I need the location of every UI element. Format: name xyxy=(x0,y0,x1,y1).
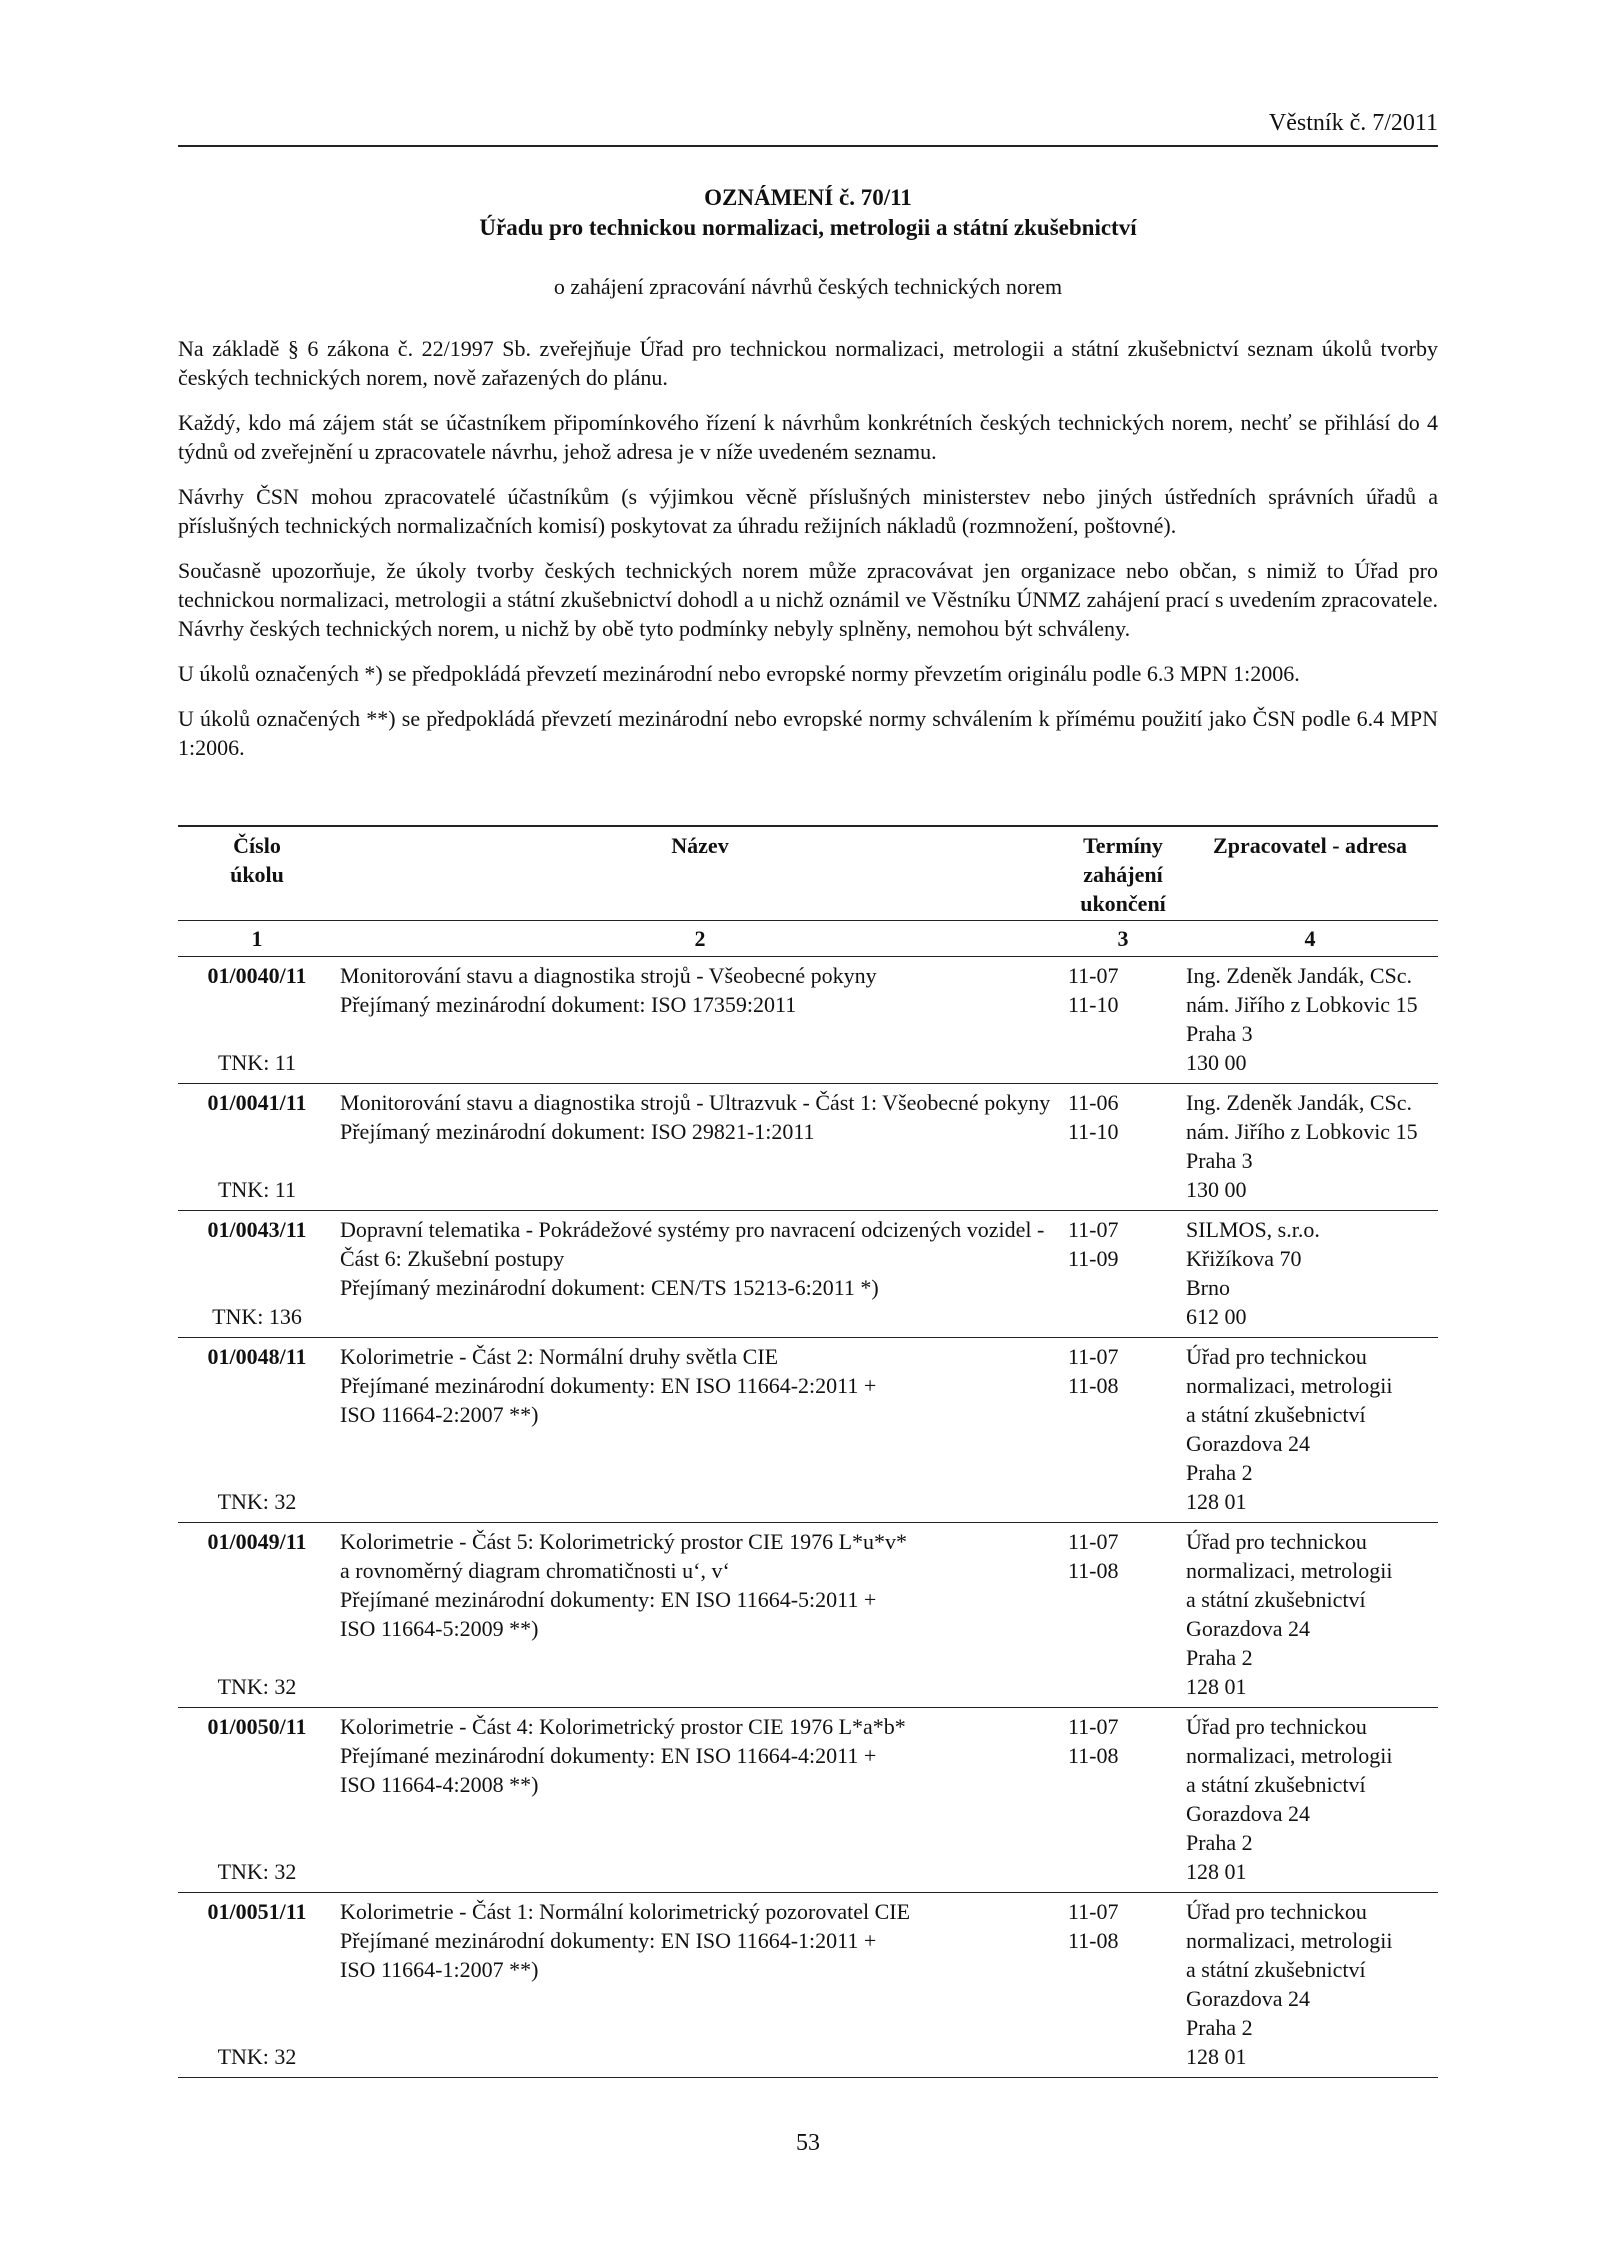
col-number: 3 xyxy=(1064,921,1182,957)
processor-address-line: Brno xyxy=(1186,1275,1230,1300)
table-row xyxy=(178,957,1438,1084)
task-name-line: ISO 11664-5:2009 **) xyxy=(340,1616,539,1641)
processor-address-line: normalizaci, metrologii xyxy=(1186,1373,1393,1398)
task-name-line: ISO 11664-4:2008 **) xyxy=(340,1772,539,1797)
task-name xyxy=(336,1084,1064,1211)
processor-address-line: a státní zkušebnictví xyxy=(1186,1957,1366,1982)
column-number-row xyxy=(178,921,1438,957)
processor-address xyxy=(1182,1893,1438,2078)
col-number: 2 xyxy=(336,921,1064,957)
tnk-label: TNK: 32 xyxy=(217,2044,297,2069)
processor-address xyxy=(1182,1211,1438,1338)
processor-address-line: normalizaci, metrologii xyxy=(1186,1743,1393,1768)
task-terms-line: 11-07 xyxy=(1068,1217,1119,1242)
processor-address-line: Praha 2 xyxy=(1186,1645,1253,1670)
paragraph: U úkolů označených **) se předpokládá převzetí mezinárodní nebo evropské normy schválením k přímému použití jako ČSN podle 6.4 MPN 1:2006. xyxy=(178,706,1438,760)
task-terms-line: 11-08 xyxy=(1068,1743,1119,1768)
task-name-line: ISO 11664-2:2007 **) xyxy=(340,1402,539,1427)
processor-address-line: Úřad pro technickou xyxy=(1186,1899,1367,1924)
announcement-authority: Úřadu pro technickou normalizaci, metrologii a státní zkušebnictví xyxy=(479,215,1137,240)
table-row xyxy=(178,1708,1438,1893)
task-name-line: Monitorování stavu a diagnostika strojů - Ultrazvuk - Část 1: Všeobecné pokyny xyxy=(340,1090,1051,1115)
task-terms-line: 11-08 xyxy=(1068,1373,1119,1398)
announcement-title xyxy=(178,183,1438,243)
processor-address-line: 128 01 xyxy=(1186,1489,1247,1514)
tnk-label: TNK: 11 xyxy=(217,1050,296,1075)
task-terms xyxy=(1064,1893,1182,2078)
table-row xyxy=(178,1084,1438,1211)
processor-address-line: Úřad pro technickou xyxy=(1186,1344,1367,1369)
task-number: 01/0051/11 xyxy=(207,1899,307,1924)
paragraph: Současně upozorňuje, že úkoly tvorby českých technických norem může zpracovávat jen organizace nebo občan, s nimiž to Úřad pro technickou normalizaci, metrologii a státní zkušebnictví dohodl a u nichž oznámil ve Věstníku ÚNMZ zahájení prací s uvedením zpracovatele. Návrhy českých technických norem, u nichž by obě tyto podmínky nebyly splněny, nemohou být schváleny. xyxy=(178,558,1438,641)
task-terms-line: 11-08 xyxy=(1068,1928,1119,1953)
task-terms-line: 11-06 xyxy=(1068,1090,1119,1115)
processor-address-line: nám. Jiřího z Lobkovic 15 xyxy=(1186,1119,1418,1144)
task-id-cell xyxy=(178,1893,336,2078)
task-terms-line: 11-08 xyxy=(1068,1558,1119,1583)
task-name-line: Přejímané mezinárodní dokumenty: EN ISO 11664-2:2011 + xyxy=(340,1373,877,1398)
processor-address-line: Praha 2 xyxy=(1186,1830,1253,1855)
processor-address-line: Gorazdova 24 xyxy=(1186,1431,1311,1456)
task-name xyxy=(336,957,1064,1084)
processor-address-line: 128 01 xyxy=(1186,1859,1247,1884)
processor-address-line: normalizaci, metrologii xyxy=(1186,1558,1393,1583)
task-name-line: Dopravní telematika - Pokrádežové systémy pro navracení odcizených vozidel - Část 6: Zkušební postupy xyxy=(340,1217,1045,1271)
table-row xyxy=(178,1211,1438,1338)
paragraph: Každý, kdo má zájem stát se účastníkem připomínkového řízení k návrhům konkrétních českých technických norem, nechť se přihlásí do 4 týdnů od zveřejnění u zpracovatele návrhu, jehož adresa je v níže uvedeném seznamu. xyxy=(178,410,1438,464)
processor-address-line: a státní zkušebnictví xyxy=(1186,1587,1366,1612)
task-terms xyxy=(1064,1708,1182,1893)
processor-address-line: Křižíkova 70 xyxy=(1186,1246,1302,1271)
paragraph: Návrhy ČSN mohou zpracovatelé účastníkům (s výjimkou věcně příslušných ministerstev nebo jiných ústředních správních úřadů a příslušných technických normalizačních komisí) poskytovat za úhradu režijních nákladů (rozmnožení, poštovné). xyxy=(178,484,1438,538)
task-terms xyxy=(1064,1211,1182,1338)
table-row xyxy=(178,1523,1438,1708)
processor-address-line: Praha 3 xyxy=(1186,1148,1253,1173)
table-header-row xyxy=(178,826,1438,921)
task-terms-line: 11-07 xyxy=(1068,1899,1119,1924)
task-name-line: Přejímaný mezinárodní dokument: ISO 29821-1:2011 xyxy=(340,1119,815,1144)
col-number: 4 xyxy=(1182,921,1438,957)
tnk-label: TNK: 136 xyxy=(212,1304,302,1329)
tnk-label: TNK: 11 xyxy=(217,1177,296,1202)
processor-address-line: Gorazdova 24 xyxy=(1186,1801,1311,1826)
task-id-cell xyxy=(178,1211,336,1338)
task-terms-line: 11-07 xyxy=(1068,1529,1119,1554)
task-name-line: Přejímané mezinárodní dokumenty: EN ISO 11664-1:2011 + xyxy=(340,1928,877,1953)
processor-address xyxy=(1182,1523,1438,1708)
task-name xyxy=(336,1708,1064,1893)
header-name: Název xyxy=(336,826,1064,921)
task-name-line: Přejímané mezinárodní dokumenty: EN ISO 11664-5:2011 + xyxy=(340,1587,877,1612)
processor-address-line: Praha 2 xyxy=(1186,1460,1253,1485)
announcement-number: OZNÁMENÍ č. 70/11 xyxy=(704,185,912,210)
header-terms: Termíny zahájení ukončení xyxy=(1064,826,1182,921)
task-name-line: ISO 11664-1:2007 **) xyxy=(340,1957,539,1982)
task-id-cell xyxy=(178,1523,336,1708)
task-id-cell xyxy=(178,957,336,1084)
processor-address-line: Praha 2 xyxy=(1186,2015,1253,2040)
task-name xyxy=(336,1338,1064,1523)
processor-address-line: 130 00 xyxy=(1186,1177,1247,1202)
table-row xyxy=(178,1338,1438,1523)
processor-address-line: 130 00 xyxy=(1186,1050,1247,1075)
task-name xyxy=(336,1523,1064,1708)
tasks-table xyxy=(178,825,1438,2078)
task-id-cell xyxy=(178,1338,336,1523)
task-name-line: Kolorimetrie - Část 2: Normální druhy světla CIE xyxy=(340,1344,779,1369)
task-terms-line: 11-09 xyxy=(1068,1246,1119,1271)
task-terms-line: 11-07 xyxy=(1068,963,1119,988)
task-name-line: Kolorimetrie - Část 1: Normální kolorimetrický pozorovatel CIE xyxy=(340,1899,911,1924)
header-processor: Zpracovatel - adresa xyxy=(1182,826,1438,921)
intro-paragraphs xyxy=(178,334,1438,778)
processor-address-line: a státní zkušebnictví xyxy=(1186,1772,1366,1797)
processor-address-line: Ing. Zdeněk Jandák, CSc. xyxy=(1186,1090,1413,1115)
task-name-line: Přejímané mezinárodní dokumenty: EN ISO 11664-4:2011 + xyxy=(340,1743,877,1768)
processor-address-line: Ing. Zdeněk Jandák, CSc. xyxy=(1186,963,1413,988)
processor-address-line: 612 00 xyxy=(1186,1304,1247,1329)
task-name-line: Přejímaný mezinárodní dokument: ISO 17359:2011 xyxy=(340,992,797,1017)
task-name-line: Přejímaný mezinárodní dokument: CEN/TS 15213-6:2011 *) xyxy=(340,1275,879,1300)
tnk-label: TNK: 32 xyxy=(217,1674,297,1699)
processor-address-line: Gorazdova 24 xyxy=(1186,1986,1311,2011)
processor-address-line: SILMOS, s.r.o. xyxy=(1186,1217,1320,1242)
task-name xyxy=(336,1211,1064,1338)
task-number: 01/0040/11 xyxy=(207,963,307,988)
task-name xyxy=(336,1893,1064,2078)
tnk-label: TNK: 32 xyxy=(217,1859,297,1884)
processor-address-line: 128 01 xyxy=(1186,1674,1247,1699)
processor-address-line: 128 01 xyxy=(1186,2044,1247,2069)
task-number: 01/0043/11 xyxy=(207,1217,307,1242)
task-terms xyxy=(1064,1084,1182,1211)
header-rule xyxy=(178,145,1438,147)
task-name-line: Kolorimetrie - Část 4: Kolorimetrický prostor CIE 1976 L*a*b* xyxy=(340,1714,906,1739)
processor-address-line: Úřad pro technickou xyxy=(1186,1529,1367,1554)
processor-address xyxy=(1182,957,1438,1084)
task-id-cell xyxy=(178,1084,336,1211)
header-id: Číslo úkolu xyxy=(178,826,336,921)
processor-address-line: normalizaci, metrologii xyxy=(1186,1928,1393,1953)
task-terms xyxy=(1064,1338,1182,1523)
task-terms-line: 11-10 xyxy=(1068,1119,1119,1144)
page-number: 53 xyxy=(796,2130,820,2156)
processor-address xyxy=(1182,1084,1438,1211)
task-terms xyxy=(1064,957,1182,1084)
task-terms xyxy=(1064,1523,1182,1708)
processor-address-line: nám. Jiřího z Lobkovic 15 xyxy=(1186,992,1418,1017)
task-number: 01/0048/11 xyxy=(207,1344,307,1369)
task-terms-line: 11-10 xyxy=(1068,992,1119,1017)
task-number: 01/0049/11 xyxy=(207,1529,307,1554)
task-number: 01/0041/11 xyxy=(207,1090,307,1115)
task-name-line: a rovnoměrný diagram chromatičnosti u‘, v‘ xyxy=(340,1558,730,1583)
task-terms-line: 11-07 xyxy=(1068,1714,1119,1739)
table-row xyxy=(178,1893,1438,2078)
processor-address xyxy=(1182,1338,1438,1523)
tnk-label: TNK: 32 xyxy=(217,1489,297,1514)
col-number: 1 xyxy=(178,921,336,957)
processor-address-line: Gorazdova 24 xyxy=(1186,1616,1311,1641)
task-id-cell xyxy=(178,1708,336,1893)
announcement-subject: o zahájení zpracování návrhů českých technických norem xyxy=(553,274,1063,299)
processor-address xyxy=(1182,1708,1438,1893)
processor-address-line: a státní zkušebnictví xyxy=(1186,1402,1366,1427)
task-number: 01/0050/11 xyxy=(207,1714,307,1739)
task-name-line: Monitorování stavu a diagnostika strojů - Všeobecné pokyny xyxy=(340,963,877,988)
task-name-line: Kolorimetrie - Část 5: Kolorimetrický prostor CIE 1976 L*u*v* xyxy=(340,1529,908,1554)
paragraph: U úkolů označených *) se předpokládá převzetí mezinárodní nebo evropské normy převzetím originálu podle 6.3 MPN 1:2006. xyxy=(178,661,1300,686)
paragraph: Na základě § 6 zákona č. 22/1997 Sb. zveřejňuje Úřad pro technickou normalizaci, metrologii a státní zkušebnictví seznam úkolů tvorby českých technických norem, nově zařazených do plánu. xyxy=(178,336,1438,390)
task-terms-line: 11-07 xyxy=(1068,1344,1119,1369)
processor-address-line: Úřad pro technickou xyxy=(1186,1714,1367,1739)
journal-header: Věstník č. 7/2011 xyxy=(1268,110,1438,136)
processor-address-line: Praha 3 xyxy=(1186,1021,1253,1046)
